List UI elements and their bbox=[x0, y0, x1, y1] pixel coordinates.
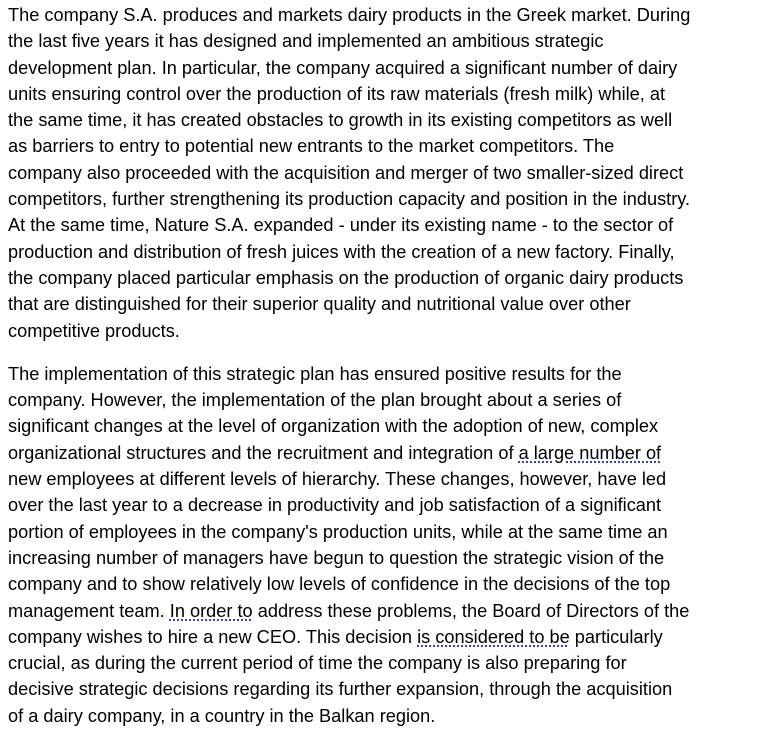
paragraph-1 bbox=[8, 2, 767, 344]
text-line: company also proceeded with the acquisition and merger of two smaller-sized direct bbox=[8, 162, 684, 183]
grammar-suggestion-underline[interactable]: is considered to be bbox=[417, 626, 570, 647]
text-line: production and distribution of fresh juices with the creation of a new factory. Finally, bbox=[8, 241, 675, 262]
text-line: as barriers to entry to potential new entrants to the market competitors. The bbox=[8, 136, 615, 157]
text-line: At the same time, Nature S.A. expanded - under its existing name - to the sector of bbox=[8, 215, 674, 236]
text-line: development plan. In particular, the company acquired a significant number of dairy bbox=[8, 57, 678, 78]
text-line: increasing number of managers have begun to question the strategic vision of the bbox=[8, 547, 665, 568]
paragraph-2 bbox=[8, 361, 767, 729]
line-text: company wishes to hire a new CEO. This decision bbox=[8, 626, 418, 647]
text-line: of a dairy company, in a country in the Balkan region. bbox=[8, 705, 436, 726]
text-line: company and to show relatively low levels of confidence in the decisions of the top bbox=[8, 574, 671, 595]
text-line bbox=[8, 598, 767, 624]
text-line bbox=[8, 440, 767, 466]
text-line: crucial, as during the current period of time the company is also preparing for bbox=[8, 653, 627, 674]
text-line: the company placed particular emphasis on the production of organic dairy products bbox=[8, 267, 684, 288]
text-line: decisive strategic decisions regarding its further expansion, through the acquisition bbox=[8, 679, 673, 700]
text-line: new employees at different levels of hierarchy. These changes, however, have led bbox=[8, 469, 667, 490]
text-line: significant changes at the level of organization with the adoption of new, complex bbox=[8, 416, 659, 437]
text-line bbox=[8, 624, 767, 650]
line-text: particularly bbox=[569, 626, 663, 647]
text-line: that are distinguished for their superior quality and nutritional value over other bbox=[8, 294, 631, 315]
text-line: The company S.A. produces and markets dairy products in the Greek market. During bbox=[8, 5, 691, 25]
grammar-suggestion-underline[interactable]: In order to bbox=[169, 600, 253, 621]
text-line: over the last year to a decrease in productivity and job satisfaction of a significant bbox=[8, 495, 662, 516]
text-line: company. However, the implementation of the plan brought about a series of bbox=[8, 390, 622, 411]
text-line: competitive products. bbox=[8, 320, 180, 341]
text-line: the last five years it has designed and implemented an ambitious strategic bbox=[8, 31, 604, 52]
text-line: The implementation of this strategic plan has ensured positive results for the bbox=[8, 363, 622, 384]
text-line: portion of employees in the company's production units, while at the same time an bbox=[8, 521, 668, 542]
text-line: competitors, further strengthening its production capacity and position in the industry. bbox=[8, 189, 691, 210]
line-text: organizational structures and the recruitment and integration of bbox=[8, 442, 519, 463]
line-text: management team. bbox=[8, 600, 170, 621]
line-text: address these problems, the Board of Directors of the bbox=[252, 600, 690, 621]
text-line: the same time, it has created obstacles to growth in its existing competitors as well bbox=[8, 110, 673, 131]
grammar-suggestion-underline[interactable]: a large number of bbox=[518, 442, 662, 463]
text-line: units ensuring control over the production of its raw materials (fresh milk) while, at bbox=[8, 83, 666, 104]
